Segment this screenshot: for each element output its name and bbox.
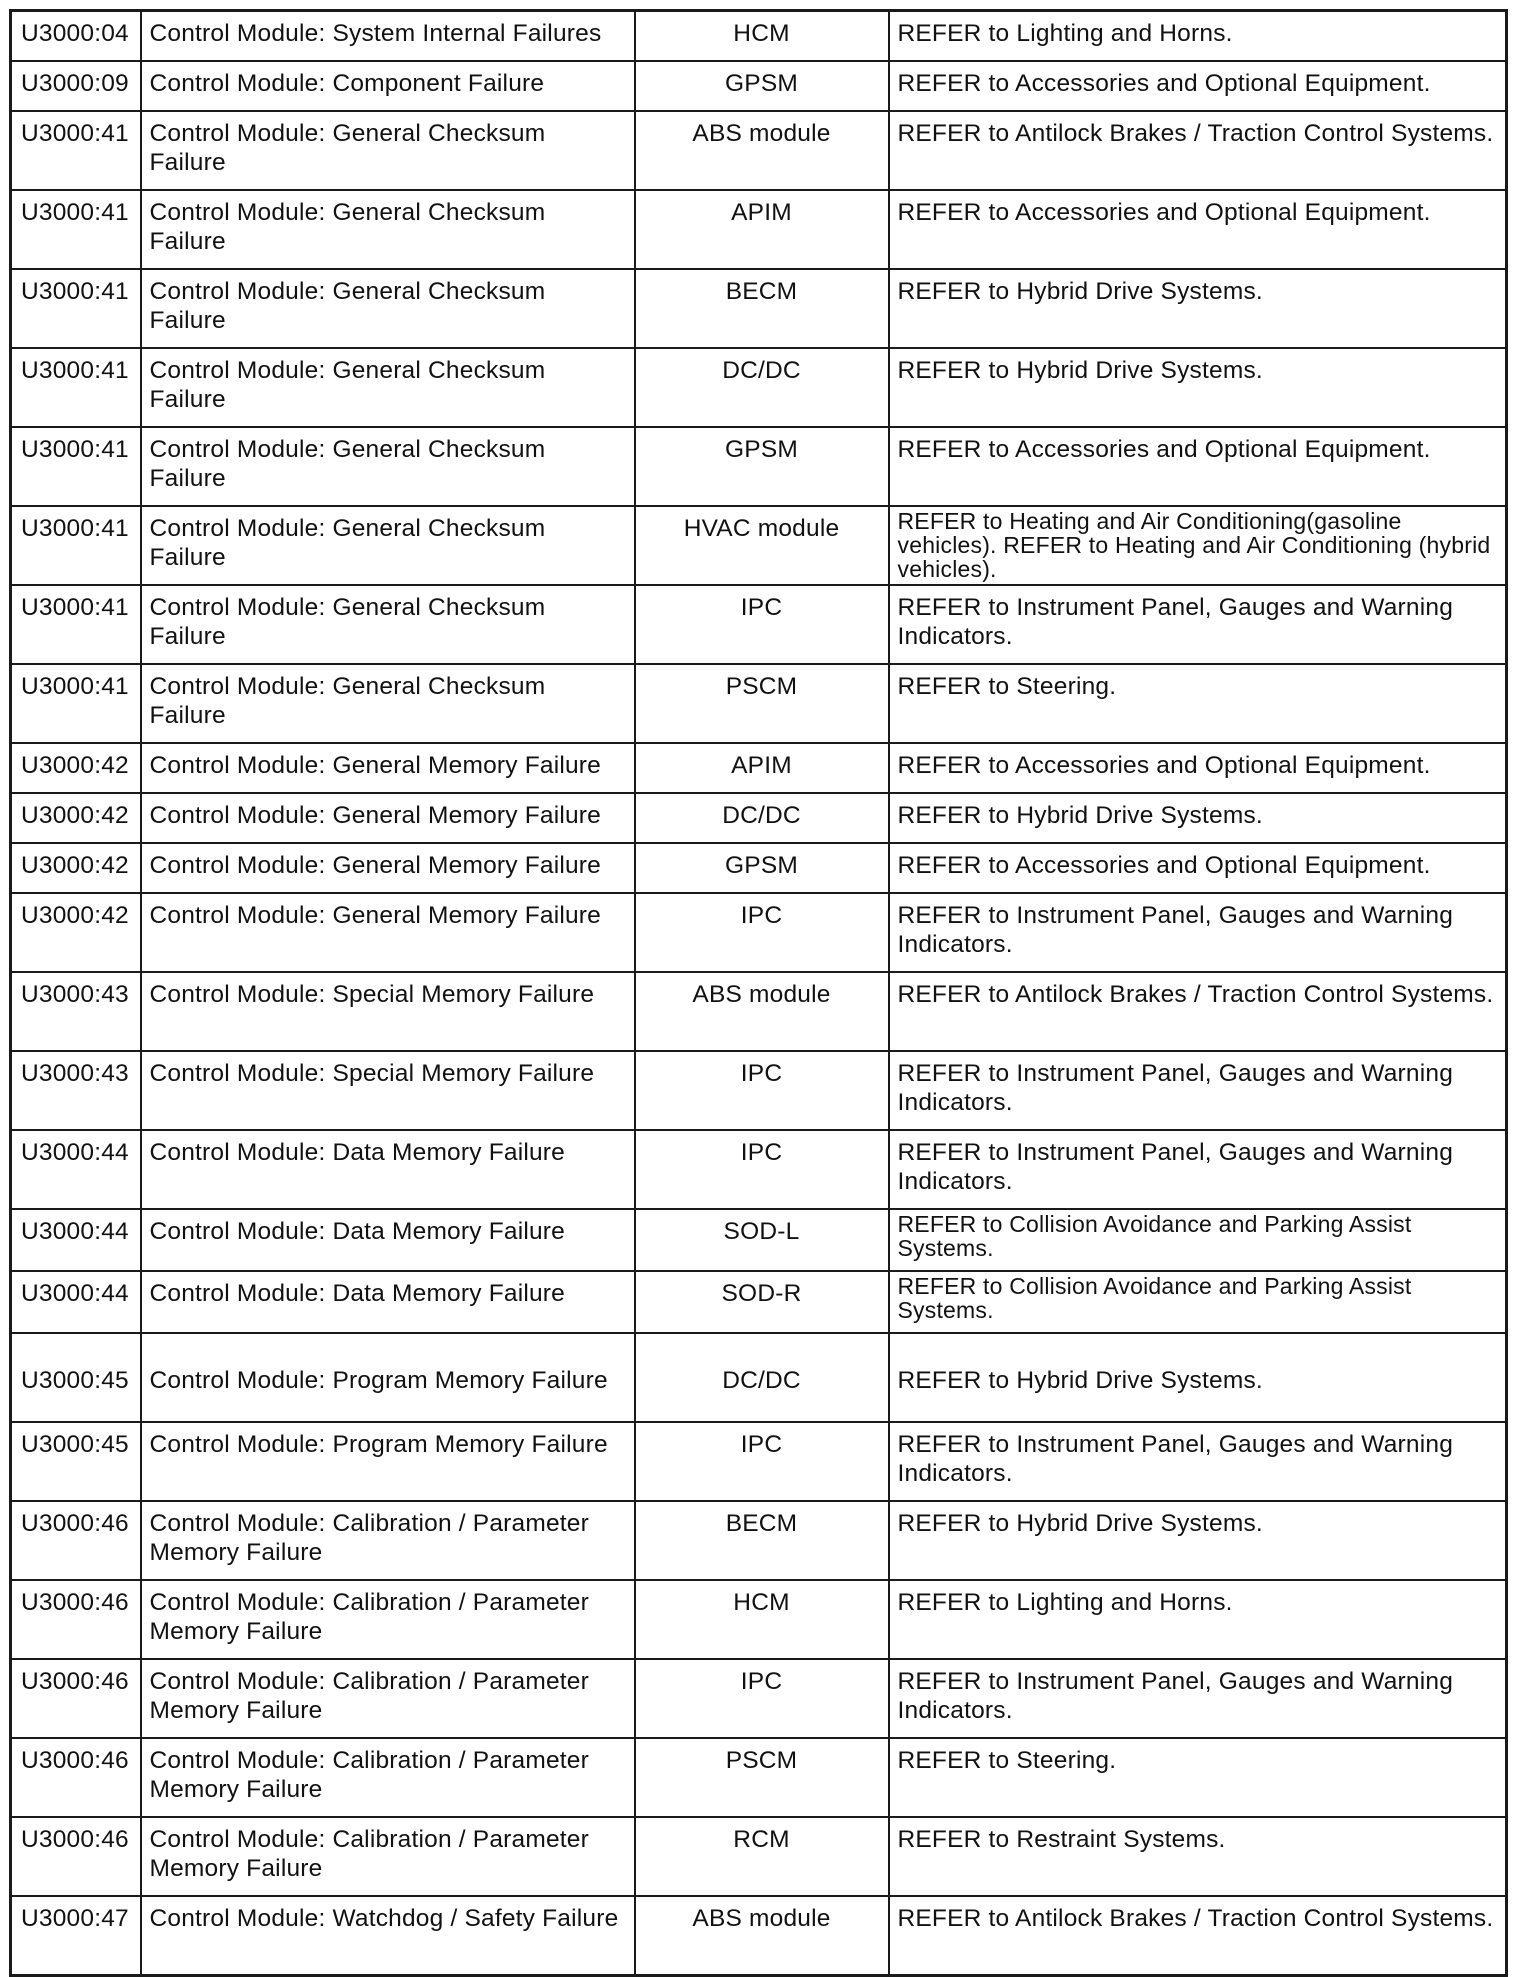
table-row: [11, 269, 1507, 348]
dtc-description: Control Module: Program Memory Failure: [141, 1422, 635, 1501]
dtc-action: REFER to Instrument Panel, Gauges and Warning Indicators.: [889, 1422, 1507, 1501]
dtc-code: U3000:45: [11, 1422, 141, 1501]
dtc-action: REFER to Accessories and Optional Equipment.: [889, 743, 1507, 793]
dtc-action: REFER to Antilock Brakes / Traction Control Systems.: [889, 111, 1507, 190]
dtc-module: IPC: [635, 1130, 889, 1209]
table-row: [11, 1659, 1507, 1738]
dtc-description: Control Module: Calibration / Parameter Memory Failure: [141, 1501, 635, 1580]
table-row: [11, 843, 1507, 893]
dtc-module: HVAC module: [635, 506, 889, 585]
dtc-action: REFER to Accessories and Optional Equipment.: [889, 190, 1507, 269]
dtc-code: U3000:44: [11, 1130, 141, 1209]
dtc-code: U3000:44: [11, 1271, 141, 1333]
dtc-description: Control Module: Calibration / Parameter Memory Failure: [141, 1817, 635, 1896]
dtc-action: REFER to Restraint Systems.: [889, 1817, 1507, 1896]
table-row: [11, 1130, 1507, 1209]
table-row: [11, 506, 1507, 585]
dtc-module: SOD-L: [635, 1209, 889, 1271]
dtc-action: REFER to Accessories and Optional Equipment.: [889, 61, 1507, 111]
dtc-code: U3000:46: [11, 1501, 141, 1580]
dtc-code: U3000:45: [11, 1333, 141, 1422]
dtc-action: REFER to Instrument Panel, Gauges and Warning Indicators.: [889, 1130, 1507, 1209]
dtc-module: GPSM: [635, 843, 889, 893]
dtc-module: PSCM: [635, 664, 889, 743]
dtc-module: IPC: [635, 1422, 889, 1501]
dtc-action: REFER to Instrument Panel, Gauges and Warning Indicators.: [889, 585, 1507, 664]
dtc-action: REFER to Antilock Brakes / Traction Control Systems.: [889, 972, 1507, 1051]
dtc-description: Control Module: General Checksum Failure: [141, 585, 635, 664]
dtc-description: Control Module: Calibration / Parameter Memory Failure: [141, 1738, 635, 1817]
dtc-action: REFER to Lighting and Horns.: [889, 11, 1507, 62]
dtc-module: RCM: [635, 1817, 889, 1896]
dtc-module: ABS module: [635, 111, 889, 190]
dtc-module: BECM: [635, 269, 889, 348]
table-row: [11, 793, 1507, 843]
dtc-module: APIM: [635, 743, 889, 793]
table-row: [11, 585, 1507, 664]
dtc-module: ABS module: [635, 972, 889, 1051]
dtc-code: U3000:43: [11, 972, 141, 1051]
dtc-action: REFER to Hybrid Drive Systems.: [889, 1333, 1507, 1422]
dtc-action: REFER to Instrument Panel, Gauges and Warning Indicators.: [889, 1659, 1507, 1738]
dtc-description: Control Module: Data Memory Failure: [141, 1271, 635, 1333]
dtc-action: REFER to Hybrid Drive Systems.: [889, 793, 1507, 843]
dtc-description: Control Module: Calibration / Parameter Memory Failure: [141, 1659, 635, 1738]
table-row: [11, 1333, 1507, 1422]
dtc-description: Control Module: Data Memory Failure: [141, 1130, 635, 1209]
dtc-action: REFER to Accessories and Optional Equipment.: [889, 843, 1507, 893]
dtc-code: U3000:47: [11, 1896, 141, 1976]
dtc-action: REFER to Instrument Panel, Gauges and Warning Indicators.: [889, 1051, 1507, 1130]
dtc-description: Control Module: Data Memory Failure: [141, 1209, 635, 1271]
table-row: [11, 1580, 1507, 1659]
table-row: [11, 893, 1507, 972]
dtc-module: IPC: [635, 1051, 889, 1130]
dtc-code: U3000:46: [11, 1817, 141, 1896]
dtc-code: U3000:41: [11, 427, 141, 506]
dtc-action: REFER to Steering.: [889, 664, 1507, 743]
table-row: [11, 1738, 1507, 1817]
table-row: [11, 111, 1507, 190]
dtc-module: IPC: [635, 585, 889, 664]
dtc-code: U3000:46: [11, 1738, 141, 1817]
table-row: [11, 1209, 1507, 1271]
dtc-description: Control Module: Special Memory Failure: [141, 1051, 635, 1130]
dtc-code: U3000:44: [11, 1209, 141, 1271]
table-row: [11, 190, 1507, 269]
dtc-code: U3000:42: [11, 893, 141, 972]
dtc-action: REFER to Heating and Air Conditioning(gasoline vehicles). REFER to Heating and Air Conditioning (hybrid vehicles).: [889, 506, 1507, 585]
dtc-module: GPSM: [635, 61, 889, 111]
dtc-action: REFER to Accessories and Optional Equipment.: [889, 427, 1507, 506]
dtc-action: REFER to Lighting and Horns.: [889, 1580, 1507, 1659]
dtc-code: U3000:09: [11, 61, 141, 111]
table-row: [11, 427, 1507, 506]
dtc-code: U3000:42: [11, 843, 141, 893]
dtc-description: Control Module: Program Memory Failure: [141, 1333, 635, 1422]
dtc-code: U3000:42: [11, 793, 141, 843]
dtc-description: Control Module: General Memory Failure: [141, 743, 635, 793]
dtc-code: U3000:41: [11, 190, 141, 269]
dtc-action: REFER to Hybrid Drive Systems.: [889, 269, 1507, 348]
dtc-description: Control Module: Watchdog / Safety Failure: [141, 1896, 635, 1976]
dtc-module: DC/DC: [635, 793, 889, 843]
dtc-description: Control Module: General Checksum Failure: [141, 427, 635, 506]
dtc-action: REFER to Collision Avoidance and Parking Assist Systems.: [889, 1209, 1507, 1271]
dtc-code: U3000:41: [11, 585, 141, 664]
dtc-code: U3000:46: [11, 1659, 141, 1738]
dtc-table: [9, 9, 1508, 1977]
dtc-action: REFER to Collision Avoidance and Parking Assist Systems.: [889, 1271, 1507, 1333]
dtc-action: REFER to Hybrid Drive Systems.: [889, 348, 1507, 427]
table-row: [11, 1896, 1507, 1976]
dtc-description: Control Module: General Checksum Failure: [141, 111, 635, 190]
dtc-code: U3000:41: [11, 664, 141, 743]
dtc-module: BECM: [635, 1501, 889, 1580]
table-row: [11, 1422, 1507, 1501]
dtc-code: U3000:46: [11, 1580, 141, 1659]
dtc-description: Control Module: General Checksum Failure: [141, 664, 635, 743]
dtc-code: U3000:43: [11, 1051, 141, 1130]
dtc-code: U3000:04: [11, 11, 141, 62]
table-row: [11, 1051, 1507, 1130]
table-row: [11, 972, 1507, 1051]
dtc-module: GPSM: [635, 427, 889, 506]
dtc-description: Control Module: General Checksum Failure: [141, 348, 635, 427]
dtc-module: APIM: [635, 190, 889, 269]
dtc-module: HCM: [635, 11, 889, 62]
dtc-action: REFER to Hybrid Drive Systems.: [889, 1501, 1507, 1580]
dtc-code: U3000:41: [11, 269, 141, 348]
dtc-action: REFER to Antilock Brakes / Traction Control Systems.: [889, 1896, 1507, 1976]
dtc-code: U3000:41: [11, 111, 141, 190]
dtc-code: U3000:41: [11, 348, 141, 427]
dtc-description: Control Module: General Checksum Failure: [141, 269, 635, 348]
dtc-code: U3000:42: [11, 743, 141, 793]
table-row: [11, 61, 1507, 111]
table-row: [11, 664, 1507, 743]
dtc-description: Control Module: System Internal Failures: [141, 11, 635, 62]
dtc-description: Control Module: General Checksum Failure: [141, 190, 635, 269]
dtc-module: IPC: [635, 1659, 889, 1738]
dtc-module: DC/DC: [635, 1333, 889, 1422]
dtc-module: IPC: [635, 893, 889, 972]
dtc-module: SOD-R: [635, 1271, 889, 1333]
table-row: [11, 1271, 1507, 1333]
dtc-module: DC/DC: [635, 348, 889, 427]
table-row: [11, 743, 1507, 793]
dtc-description: Control Module: Component Failure: [141, 61, 635, 111]
dtc-code: U3000:41: [11, 506, 141, 585]
dtc-module: ABS module: [635, 1896, 889, 1976]
dtc-description: Control Module: General Checksum Failure: [141, 506, 635, 585]
table-row: [11, 348, 1507, 427]
dtc-action: REFER to Instrument Panel, Gauges and Warning Indicators.: [889, 893, 1507, 972]
dtc-module: PSCM: [635, 1738, 889, 1817]
table-row: [11, 11, 1507, 62]
dtc-module: HCM: [635, 1580, 889, 1659]
dtc-description: Control Module: Special Memory Failure: [141, 972, 635, 1051]
dtc-description: Control Module: General Memory Failure: [141, 843, 635, 893]
dtc-description: Control Module: Calibration / Parameter Memory Failure: [141, 1580, 635, 1659]
table-row: [11, 1817, 1507, 1896]
table-row: [11, 1501, 1507, 1580]
dtc-description: Control Module: General Memory Failure: [141, 893, 635, 972]
dtc-action: REFER to Steering.: [889, 1738, 1507, 1817]
dtc-description: Control Module: General Memory Failure: [141, 793, 635, 843]
